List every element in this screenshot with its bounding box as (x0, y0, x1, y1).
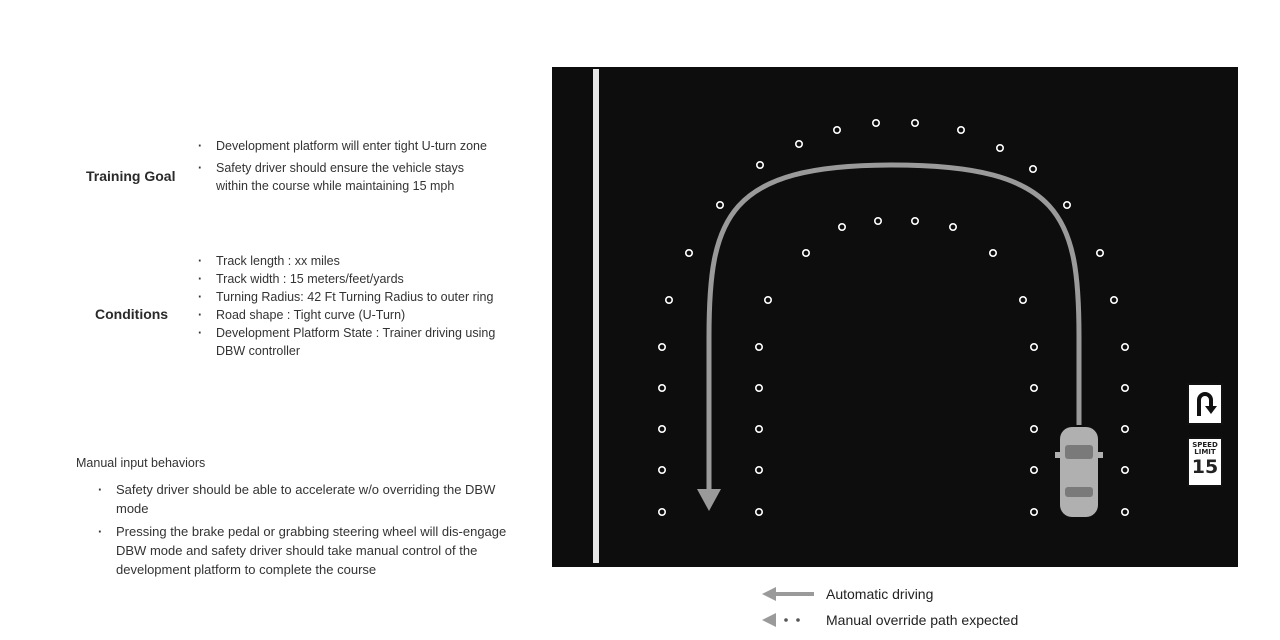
speed-limit-mid-text: LIMIT (1194, 448, 1216, 456)
cone-marker (765, 297, 771, 303)
legend-manual (762, 610, 1018, 630)
cone-marker (1111, 297, 1117, 303)
cone-marker (1031, 426, 1037, 432)
vehicle-icon (1055, 427, 1103, 517)
cone-marker (1122, 509, 1128, 515)
cone-marker (1020, 297, 1026, 303)
list-item: · Pressing the brake pedal or grabbing steering wheel will dis-engage DBW mode and safety driver should take manual control of the development platform to complete the course (98, 522, 508, 579)
cone-marker (1122, 385, 1128, 391)
track-diagram (552, 67, 1238, 567)
training-goal-list (198, 137, 498, 199)
cone-marker (958, 127, 964, 133)
cone-marker (1064, 202, 1070, 208)
track-svg (552, 67, 1238, 567)
conditions-label: Conditions (95, 306, 169, 322)
list-item: · Development Platform State : Trainer driving using DBW controller (198, 324, 508, 360)
cone-marker (756, 509, 762, 515)
cone-marker (1031, 385, 1037, 391)
cone-marker (1031, 509, 1037, 515)
list-item: · Safety driver should be able to accelerate w/o overriding the DBW mode (98, 480, 508, 518)
track-boundary-line (593, 69, 599, 563)
cone-marker (950, 224, 956, 230)
cone-marker (659, 385, 665, 391)
u-turn-sign (1187, 383, 1223, 425)
cone-marker (666, 297, 672, 303)
u-turn-icon (1193, 390, 1217, 418)
cone-marker (1030, 166, 1036, 172)
manual-input-list (98, 480, 508, 583)
legend-dotted-arrow-icon (762, 613, 818, 627)
cone-marker (756, 467, 762, 473)
cone-marker (912, 120, 918, 126)
conditions-list (198, 252, 508, 360)
automatic-driving-path (709, 165, 1079, 492)
list-item: · Road shape : Tight curve (U-Turn) (198, 306, 508, 324)
cone-marker (1122, 426, 1128, 432)
cone-marker (659, 509, 665, 515)
cone-marker (803, 250, 809, 256)
list-item: · Turning Radius: 42 Ft Turning Radius to outer ring (198, 288, 508, 306)
training-goal-label: Training Goal (86, 168, 176, 184)
list-item: · Track width : 15 meters/feet/yards (198, 270, 508, 288)
speed-limit-sign (1187, 437, 1223, 487)
cone-marker (997, 145, 1003, 151)
legend-manual-label: Manual override path expected (826, 612, 1019, 628)
cone-marker (912, 218, 918, 224)
legend-solid-arrow-icon (762, 587, 818, 601)
speed-limit-top-text: SPEED (1192, 441, 1218, 449)
inner-cone-ring (756, 218, 1037, 515)
cone-marker (1122, 344, 1128, 350)
cone-marker (834, 127, 840, 133)
cone-marker (717, 202, 723, 208)
legend-automatic (762, 584, 933, 604)
list-item: · Development platform will enter tight U-turn zone (198, 137, 498, 155)
path-arrowhead (697, 489, 721, 511)
manual-input-title: Manual input behaviors (76, 456, 206, 470)
cone-marker (1097, 250, 1103, 256)
cone-marker (1031, 467, 1037, 473)
cone-marker (990, 250, 996, 256)
cone-marker (757, 162, 763, 168)
cone-marker (1031, 344, 1037, 350)
cone-marker (756, 344, 762, 350)
cone-marker (1122, 467, 1128, 473)
cone-marker (796, 141, 802, 147)
cone-marker (659, 426, 665, 432)
cone-marker (756, 385, 762, 391)
cone-marker (756, 426, 762, 432)
legend-automatic-label: Automatic driving (826, 586, 934, 602)
cone-marker (659, 344, 665, 350)
list-item: · Safety driver should ensure the vehicle stays within the course while maintaining 15 mph (198, 159, 498, 195)
cone-marker (875, 218, 881, 224)
cone-marker (839, 224, 845, 230)
cone-marker (873, 120, 879, 126)
cone-marker (686, 250, 692, 256)
cone-marker (659, 467, 665, 473)
speed-limit-value: 15 (1191, 456, 1219, 478)
list-item: · Track length : xx miles (198, 252, 508, 270)
